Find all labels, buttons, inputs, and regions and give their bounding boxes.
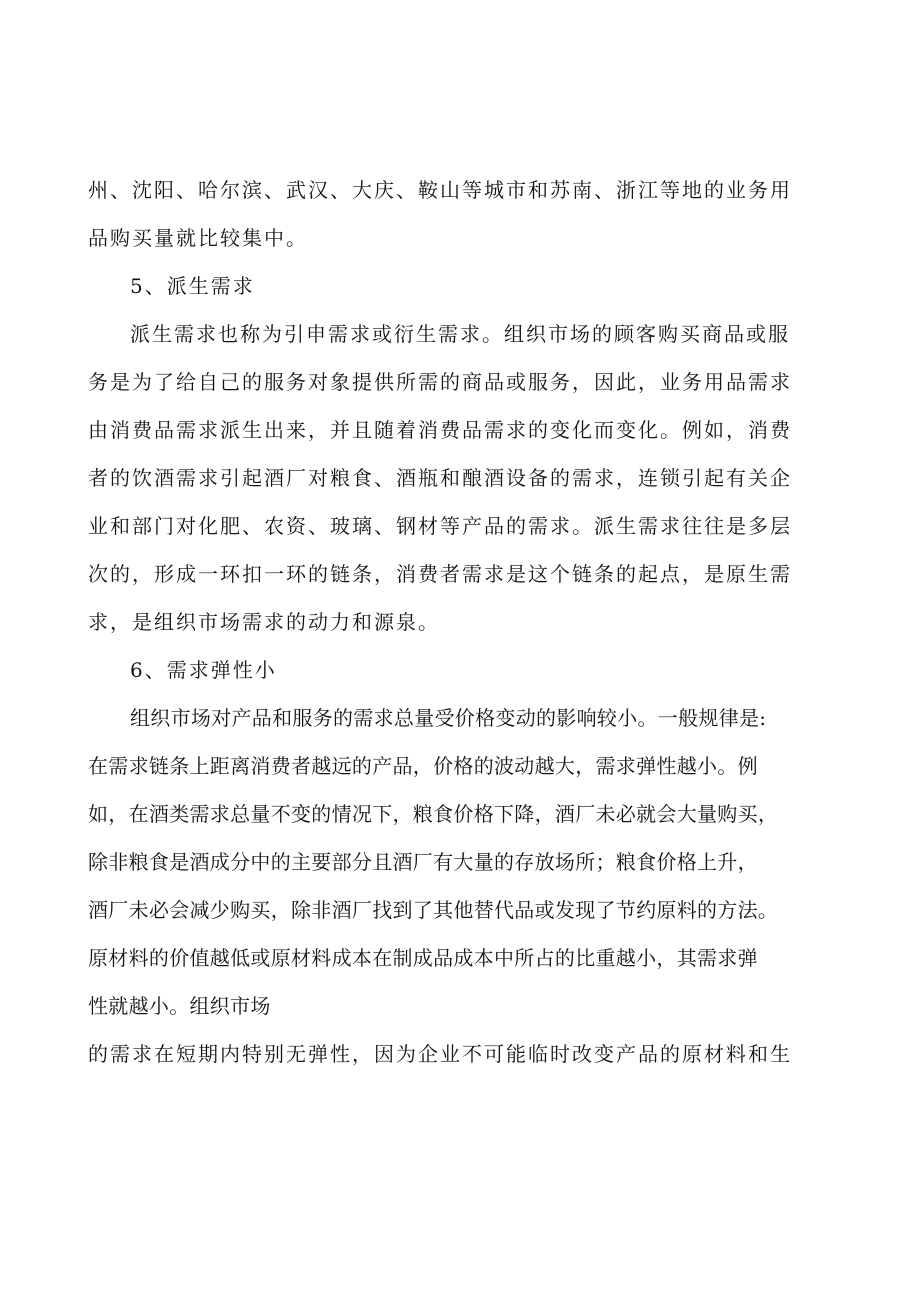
- text-line: 派生需求也称为引申需求或衍生需求。组织市场的顾客购买商品或服: [130, 322, 790, 346]
- text-line: 除非粮食是酒成分中的主要部分且酒厂有大量的存放场所；粮食价格上升，: [88, 850, 758, 874]
- text-line: 组织市场对产品和服务的需求总量受价格变动的影响较小。一般规律是:: [130, 706, 767, 730]
- paragraph-demand-elasticity: [88, 694, 836, 1030]
- text-line: 性就越小。组织市场: [88, 994, 271, 1018]
- text-line: 的需求在短期内特别无弹性，因为企业不可能临时改变产品的原材料和生: [88, 1042, 792, 1066]
- paragraph-short-term: [88, 1030, 836, 1078]
- paragraph-derived-demand: [88, 310, 836, 646]
- text-line: 务是为了给自己的服务对象提供所需的商品或服务，因此，业务用品需求: [88, 370, 792, 394]
- text-line: 如，在酒类需求总量不变的情况下，粮食价格下降，酒厂未必就会大量购买，: [88, 802, 779, 826]
- text-line: 由消费品需求派生出来，并且随着消费品需求的变化而变化。例如，消费: [88, 418, 792, 442]
- text-line: 求，是组织市场需求的动力和源泉。: [88, 610, 440, 634]
- text-line: 酒厂未必会减少购买，除非酒厂找到了其他替代品或发现了节约原料的方法。: [88, 898, 779, 922]
- text-line: 业和部门对化肥、农资、玻璃、钢材等产品的需求。派生需求往往是多层: [88, 514, 792, 538]
- paragraph-continued: [88, 166, 836, 262]
- text-line: 在需求链条上距离消费者越远的产品，价格的波动越大，需求弹性越小。例: [88, 754, 758, 778]
- text-line: 者的饮酒需求引起酒厂对粮食、酒瓶和酿酒设备的需求，连锁引起有关企: [88, 466, 792, 490]
- text-line: 次的，形成一环扣一环的链条，消费者需求是这个链条的起点，是原生需: [88, 562, 792, 586]
- text-line: 州、沈阳、哈尔滨、武汉、大庆、鞍山等城市和苏南、浙江等地的业务用: [88, 178, 792, 202]
- text-line: 原材料的价值越低或原材料成本在制成品成本中所占的比重越小，其需求弹: [88, 946, 758, 970]
- text-line: 品购买量就比较集中。: [88, 226, 308, 250]
- section-heading-6: 6、需求弹性小: [130, 658, 277, 682]
- section-heading-5: 5、派生需求: [130, 274, 255, 298]
- document-body: [88, 166, 836, 1078]
